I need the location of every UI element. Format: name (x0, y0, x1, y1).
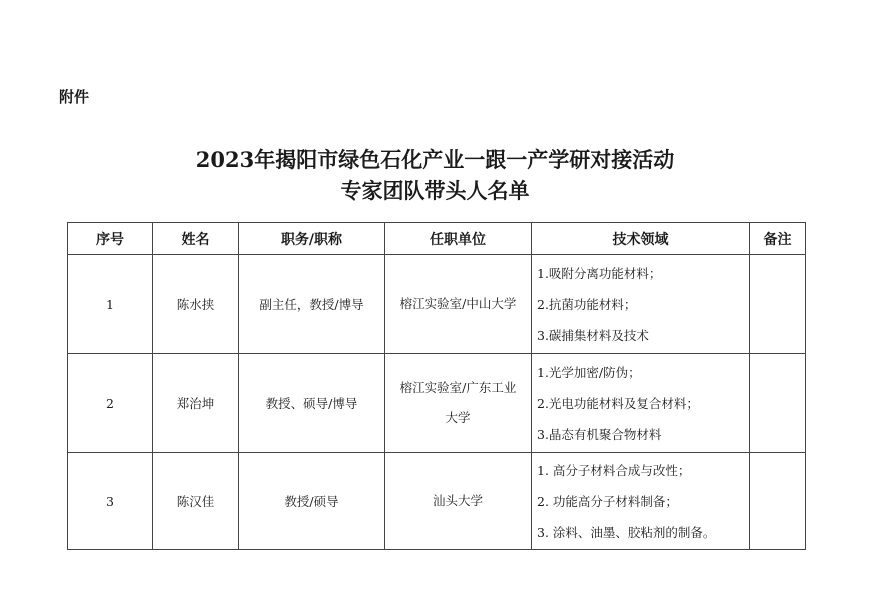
field-item: 3.晶态有机聚合物材料 (537, 426, 662, 442)
field-item: 3.碳捕集材料及技术 (537, 327, 649, 343)
field-item: 2. 功能高分子材料制备； (537, 493, 678, 509)
cell-field (532, 354, 750, 453)
cell-position: 副主任，教授/博导 (239, 255, 385, 354)
cell-no: 2 (68, 354, 153, 453)
cell-name: 陈汉佳 (153, 453, 239, 550)
table-header-row (68, 223, 806, 255)
cell-position: 教授、硕导/博导 (239, 354, 385, 453)
field-item: 2.抗菌功能材料； (537, 296, 637, 312)
cell-field (532, 255, 750, 354)
cell-unit: 汕头大学 (385, 453, 532, 550)
header-remark: 备注 (750, 223, 806, 255)
cell-remark (750, 255, 806, 354)
header-name: 姓名 (153, 223, 239, 255)
field-item: 1.吸附分离功能材料； (537, 265, 662, 281)
field-item: 3. 涂料、油墨、胶粘剂的制备。 (537, 524, 716, 540)
field-item: 1.光学加密/防伪； (537, 364, 641, 380)
cell-remark (750, 354, 806, 453)
field-item: 2.光电功能材料及复合材料； (537, 395, 699, 411)
cell-name: 陈水挟 (153, 255, 239, 354)
cell-no: 3 (68, 453, 153, 550)
document-title: 2023年揭阳市绿色石化产业一跟一产学研对接活动 (195, 147, 675, 172)
header-unit: 任职单位 (385, 223, 532, 255)
table-row (68, 453, 806, 550)
cell-unit: 榕江实验室/中山大学 (385, 255, 532, 354)
header-position: 职务/职称 (239, 223, 385, 255)
cell-unit: 榕江实验室/广东工业大学 (385, 354, 532, 453)
table-row (68, 255, 806, 354)
header-no: 序号 (68, 223, 153, 255)
expert-roster-table (67, 222, 806, 550)
cell-remark (750, 453, 806, 550)
cell-field (532, 453, 750, 550)
field-item: 1. 高分子材料合成与改性； (537, 462, 691, 478)
document-subtitle: 专家团队带头人名单 (340, 178, 530, 203)
cell-name: 郑治坤 (153, 354, 239, 453)
header-field: 技术领域 (532, 223, 750, 255)
table-row (68, 354, 806, 453)
cell-position: 教授/硕导 (239, 453, 385, 550)
cell-no: 1 (68, 255, 153, 354)
attachment-label: 附件 (59, 88, 90, 106)
